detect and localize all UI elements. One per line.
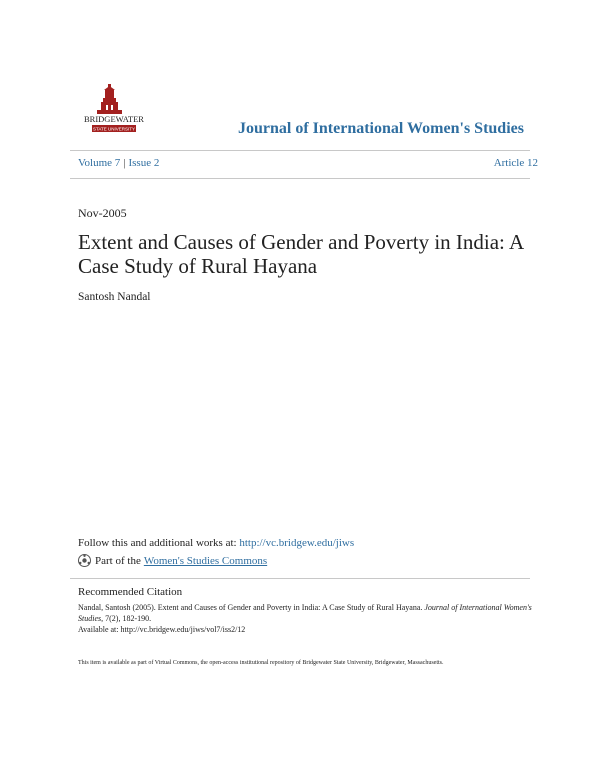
citation-divider: [70, 578, 530, 579]
volume-issue: [78, 157, 159, 169]
womens-studies-commons-link[interactable]: Women's Studies Commons: [143, 554, 268, 567]
logo-text-bottom: STATE UNIVERSITY: [92, 126, 136, 132]
part-of-line: [78, 554, 267, 567]
recommended-citation-heading: Recommended Citation: [78, 586, 183, 598]
author-name: Santosh Nandal: [78, 291, 151, 303]
journal-title[interactable]: Journal of International Women's Studies: [238, 120, 524, 137]
citation-journal: Journal of International Women's Studies: [78, 603, 532, 623]
separator: |: [123, 157, 126, 169]
article-link[interactable]: Article 12: [493, 157, 538, 169]
volume-link[interactable]: Volume 7: [78, 157, 121, 169]
volume-issue-row: [78, 157, 538, 173]
citation-text: [78, 602, 533, 635]
follow-url-link[interactable]: http://vc.bridgew.edu/jiws: [239, 537, 355, 549]
follow-text: Follow this and additional works at:: [78, 537, 237, 549]
citation-plain: Nandal, Santosh (2005). Extent and Causes of Gender and Poverty in India: A Case Study of Rural Hayana.: [78, 603, 423, 612]
citation-available: Available at: http://vc.bridgew.edu/jiws/vol7/iss2/12: [78, 625, 246, 634]
citation-volume: , 7(2), 182-190.: [101, 614, 152, 623]
header-divider-bottom: [70, 178, 530, 179]
follow-line: [78, 537, 354, 549]
header-divider-top: [70, 150, 530, 151]
issue-link[interactable]: Issue 2: [128, 157, 160, 169]
network-icon: [78, 554, 91, 567]
repository-note: This item is available as part of Virtual Commons, the open-access institutional repository of Bridgewater State University, Bridgewater, Massachusetts.: [78, 660, 444, 666]
article-title: Extent and Causes of Gender and Poverty in India: A Case Study of Rural Hayana: [78, 230, 523, 278]
partof-text: Part of the: [95, 554, 141, 567]
logo-text-top: BRIDGEWATER: [84, 114, 144, 124]
university-logo: [78, 84, 150, 136]
publication-date: Nov-2005: [78, 206, 127, 220]
